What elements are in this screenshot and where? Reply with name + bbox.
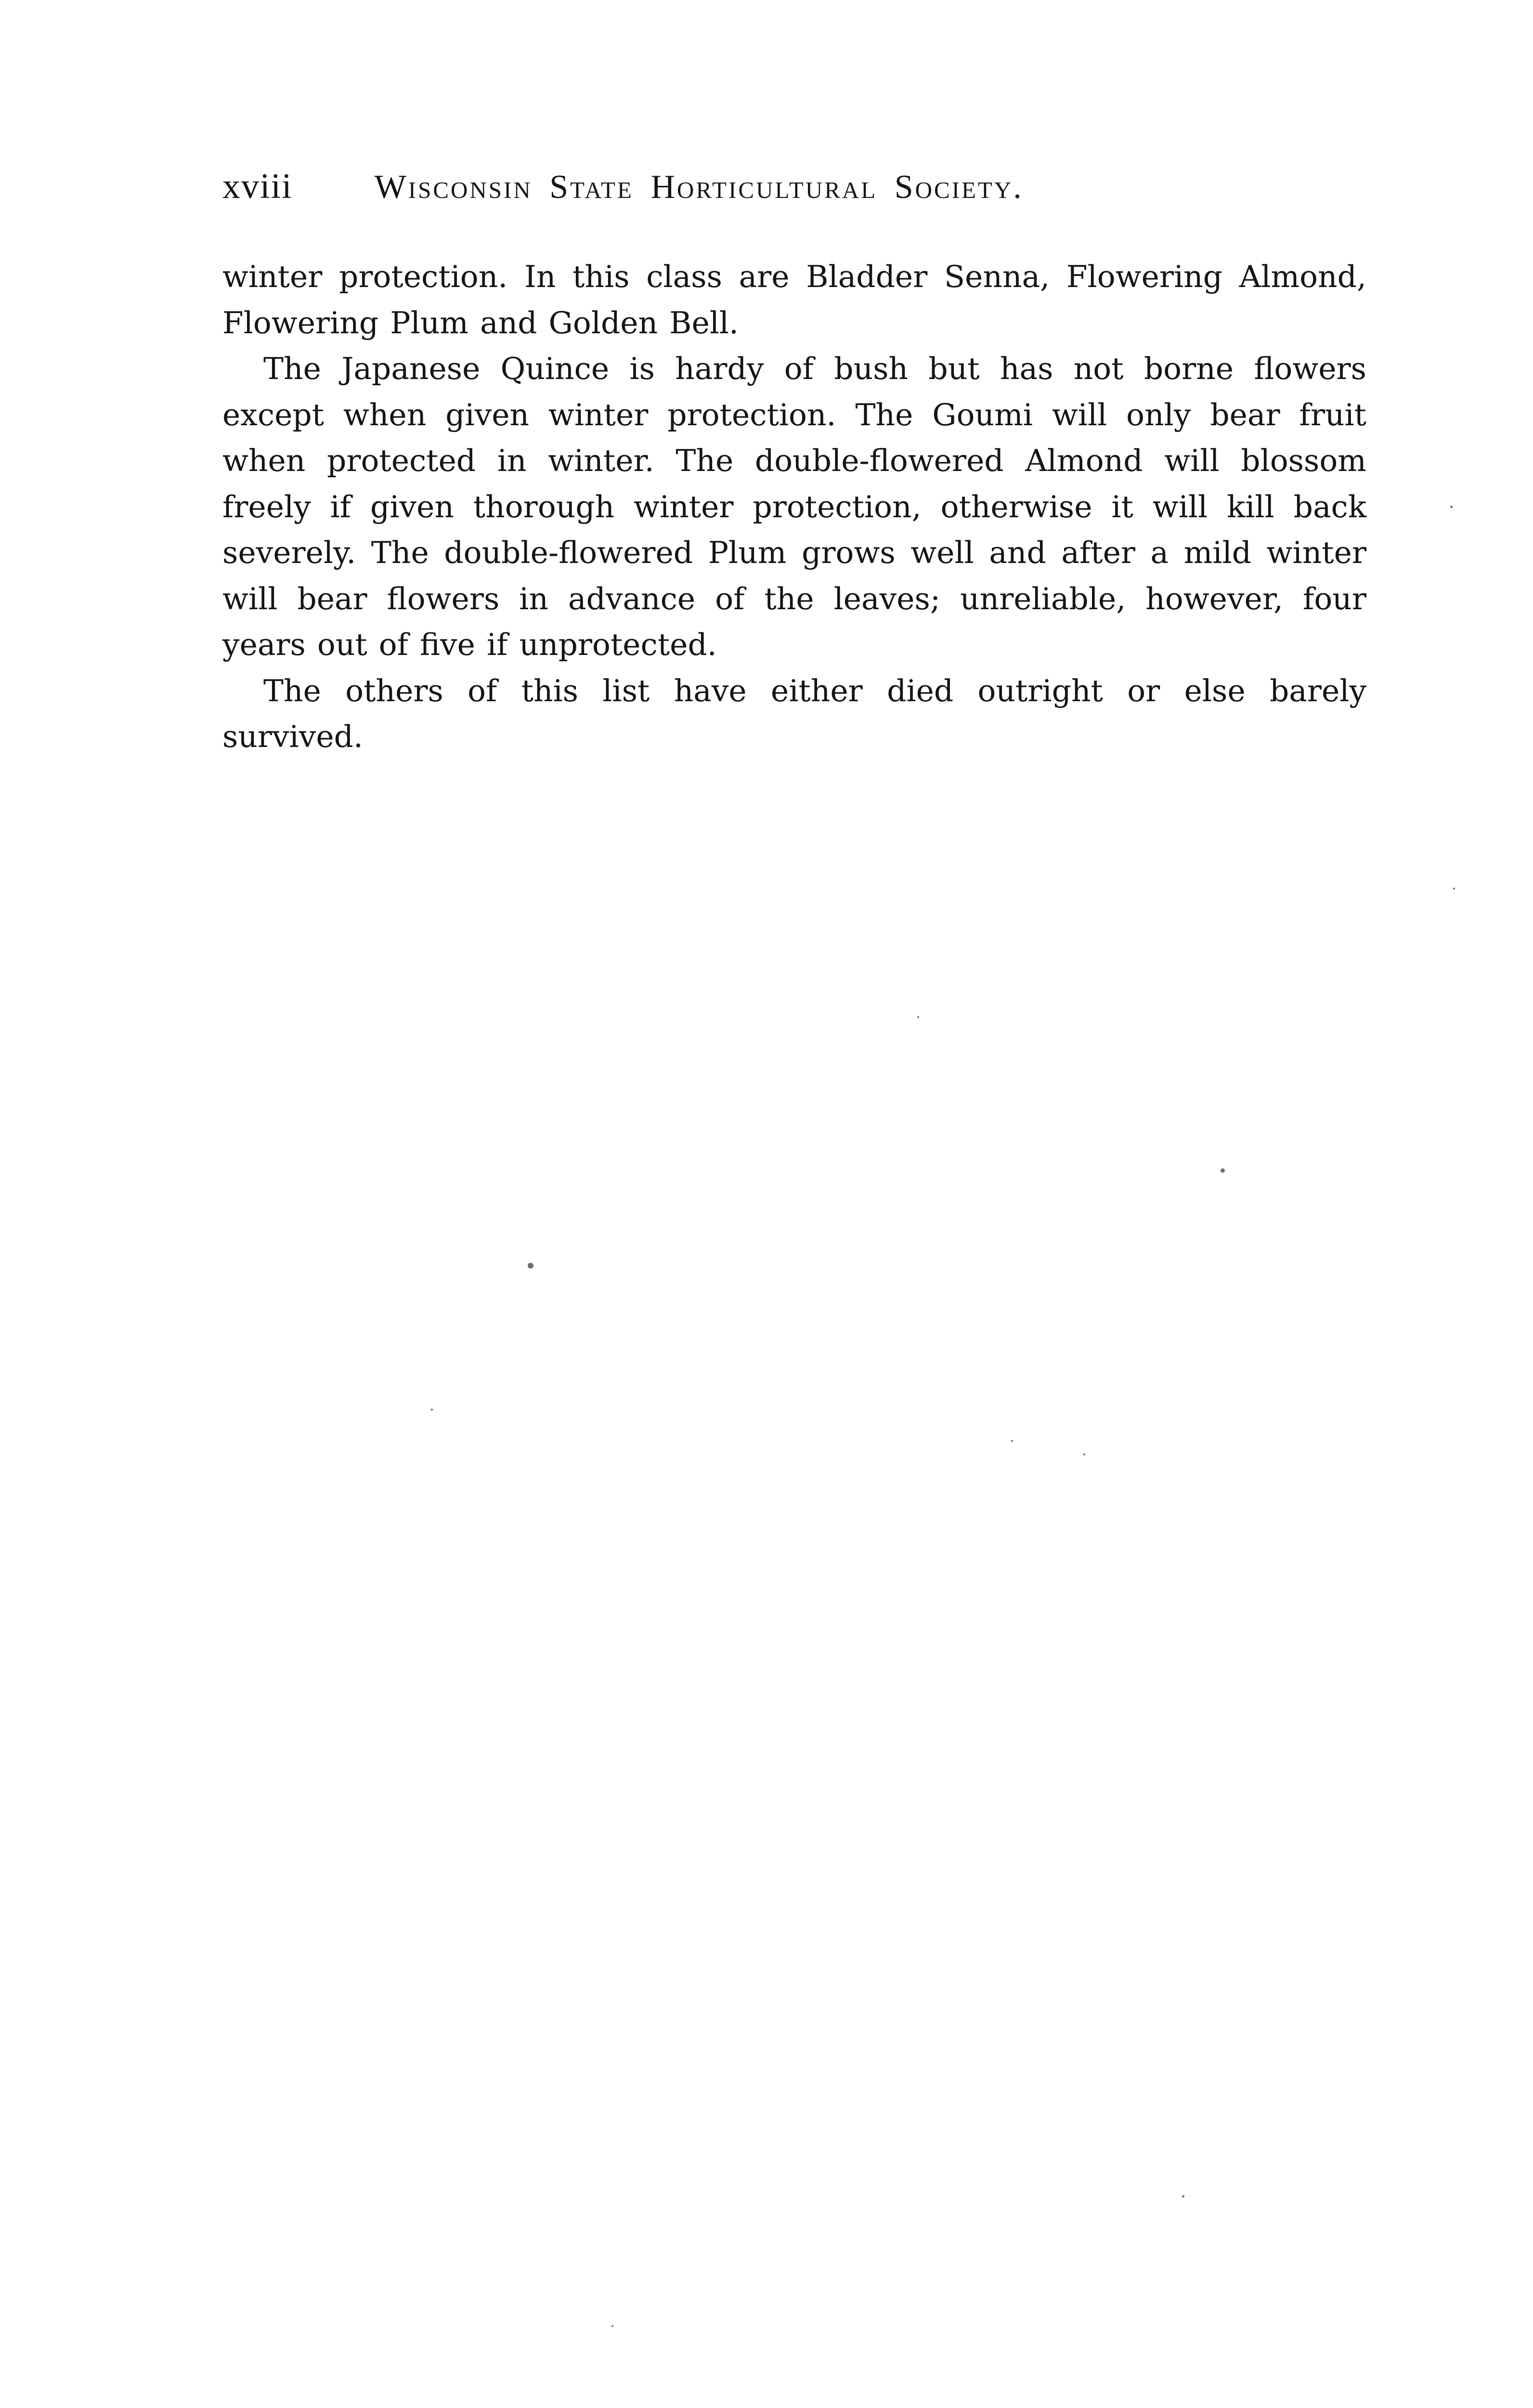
scan-speck	[1182, 2195, 1184, 2198]
scan-speck	[1450, 506, 1453, 508]
scan-speck	[528, 1263, 533, 1269]
running-title: Wisconsin State Horticultural Society.	[374, 169, 1024, 206]
scan-speck	[1011, 1440, 1013, 1442]
scan-speck	[431, 1409, 433, 1411]
page-number: xviii	[222, 167, 293, 206]
scan-speck	[611, 2325, 613, 2327]
scan-speck	[1221, 1168, 1225, 1173]
scan-speck	[917, 1016, 919, 1018]
running-head	[222, 166, 1368, 219]
paragraph-japanese-quince: The Japanese Quince is hardy of bush but has not borne flowers except when given winter protection. The Goumi will only bear fruit when protected in winter. The double-flowered Almond will blossom freely if given thorough winter protection, otherwise it will kill back severely. The double-flowered Plum grows well and after a mild winter will bear flowers in advance of the leaves; unreliable, however, four years out of five if unprotected.	[222, 351, 1366, 662]
paragraph-others: The others of this list have either died outright or else barely survived.	[222, 673, 1366, 754]
scan-speck	[1453, 888, 1455, 890]
scan-speck	[1083, 1453, 1085, 1455]
body-text	[222, 254, 1366, 760]
paragraph-continuation: winter protection. In this class are Bladder Senna, Flowering Almond, Flowering Plum and Golden Bell.	[222, 259, 1366, 340]
